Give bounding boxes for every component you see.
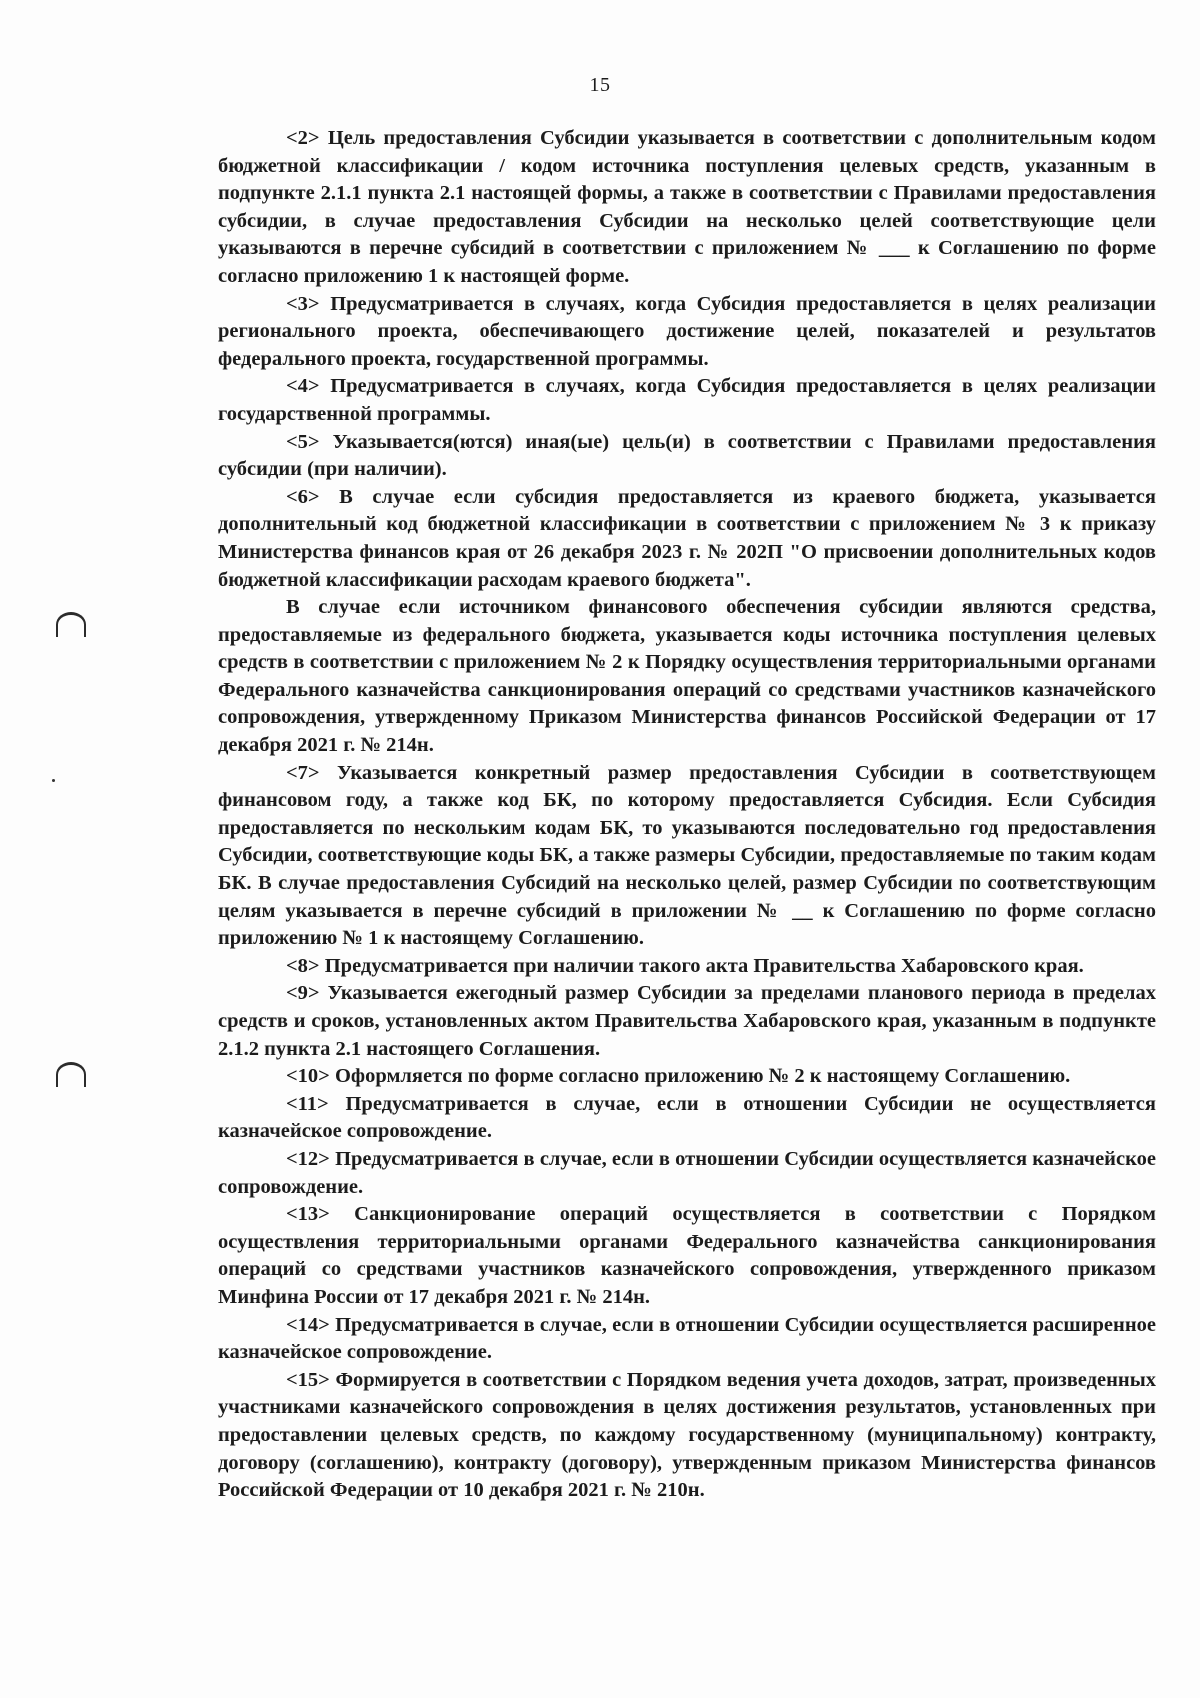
page-number: 15 <box>589 74 611 96</box>
binder-hole-mark <box>56 612 86 637</box>
footnote-10: <10> Оформляется по форме согласно приложению № 2 к настоящему Соглашению. <box>286 1065 1071 1088</box>
footnote-2: <2> Цель предоставления Субсидии указывается в соответствии с дополнительным кодом бюджетной классификации / кодом источника поступления целевых средств, указанным в подпункте 2.1.1 пункта 2.1 настоящей формы, а также в соответствии с Правилами предоставления субсидии, в случае предоставления Субсидии на несколько целей соответствующие цели указываются в перечне субсидий в соответствии с приложением № ___ к Соглашению по форме согласно приложению 1 к настоящей форме. <box>218 127 1156 287</box>
footnote-11: <11> Предусматривается в случае, если в отношении Субсидии не осуществляется казначейское сопровождение. <box>218 1092 1156 1143</box>
footnote-6-continued: В случае если источником финансового обеспечения субсидии являются средства, предоставляемые из федерального бюджета, указывается коды источника поступления целевых средств в соответствии с приложением № 2 к Порядку осуществления территориальными органами Федерального казначейства санкционирования операций со средствами участников казначейского сопровождения, утвержденному Приказом Министерства финансов Российской Федерации от 17 декабря 2021 г. № 214н. <box>218 596 1156 757</box>
footnotes-body <box>218 125 1156 1505</box>
footnote-5: <5> Указывается(ются) иная(ые) цель(и) в соответствии с Правилами предоставления субсидии (при наличии). <box>218 430 1156 481</box>
footnote-9: <9> Указывается ежегодный размер Субсидии за пределами планового периода в пределах средств и сроков, установленных актом Правительства Хабаровского края, указанным в подпункте 2.1.2 пункта 2.1 настоящего Соглашения. <box>218 982 1156 1060</box>
footnote-6: <6> В случае если субсидия предоставляется из краевого бюджета, указывается дополнительный код бюджетной классификации в соответствии с приложением № 3 к приказу Министерства финансов края от 26 декабря 2023 г. № 202П "О присвоении дополнительных кодов бюджетной классификации расходам краевого бюджета". <box>218 485 1156 591</box>
footnote-12: <12> Предусматривается в случае, если в отношении Субсидии осуществляется казначейское сопровождение. <box>218 1147 1156 1198</box>
scan-speck <box>52 779 55 782</box>
footnote-15: <15> Формируется в соответствии с Порядком ведения учета доходов, затрат, произведенных участниками казначейского сопровождения в целях достижения результатов, установленных при предоставлении целевых средств, по каждому государственному (муниципальному) контракту, договору (соглашению), контракту (договору), утвержденным приказом Министерства финансов Российской Федерации от 10 декабря 2021 г. № 210н. <box>218 1368 1156 1502</box>
footnote-7: <7> Указывается конкретный размер предоставления Субсидии в соответствующем финансовом году, а также код БК, по которому предоставляется Субсидия. Если Субсидия предоставляется по нескольким кодам БК, то указываются последовательно год предоставления Субсидии, соответствующие коды БК, а также размеры Субсидии, предоставляемые по таким кодам БК. В случае предоставления Субсидий на несколько целей, размер Субсидии по соответствующим целям указывается в перечне субсидий в приложении № __ к Соглашению по форме согласно приложению № 1 к настоящему Соглашению. <box>218 761 1156 950</box>
footnote-8: <8> Предусматривается при наличии такого акта Правительства Хабаровского края. <box>286 954 1084 977</box>
footnote-14: <14> Предусматривается в случае, если в отношении Субсидии осуществляется расширенное казначейское сопровождение. <box>218 1313 1156 1364</box>
binder-hole-mark <box>56 1062 86 1087</box>
footnote-4: <4> Предусматривается в случаях, когда Субсидия предоставляется в целях реализации государственной программы. <box>218 375 1156 425</box>
footnote-3: <3> Предусматривается в случаях, когда Субсидия предоставляется в целях реализации регионального проекта, обеспечивающего достижение целей, показателей и результатов федерального проекта, государственной программы. <box>218 292 1156 370</box>
footnote-13: <13> Санкционирование операций осуществляется в соответствии с Порядком осуществления территориальными органами Федерального казначейства санкционирования операций со средствами участников казначейского сопровождения, утвержденного приказом Минфина России от 17 декабря 2021 г. № 214н. <box>218 1203 1156 1308</box>
